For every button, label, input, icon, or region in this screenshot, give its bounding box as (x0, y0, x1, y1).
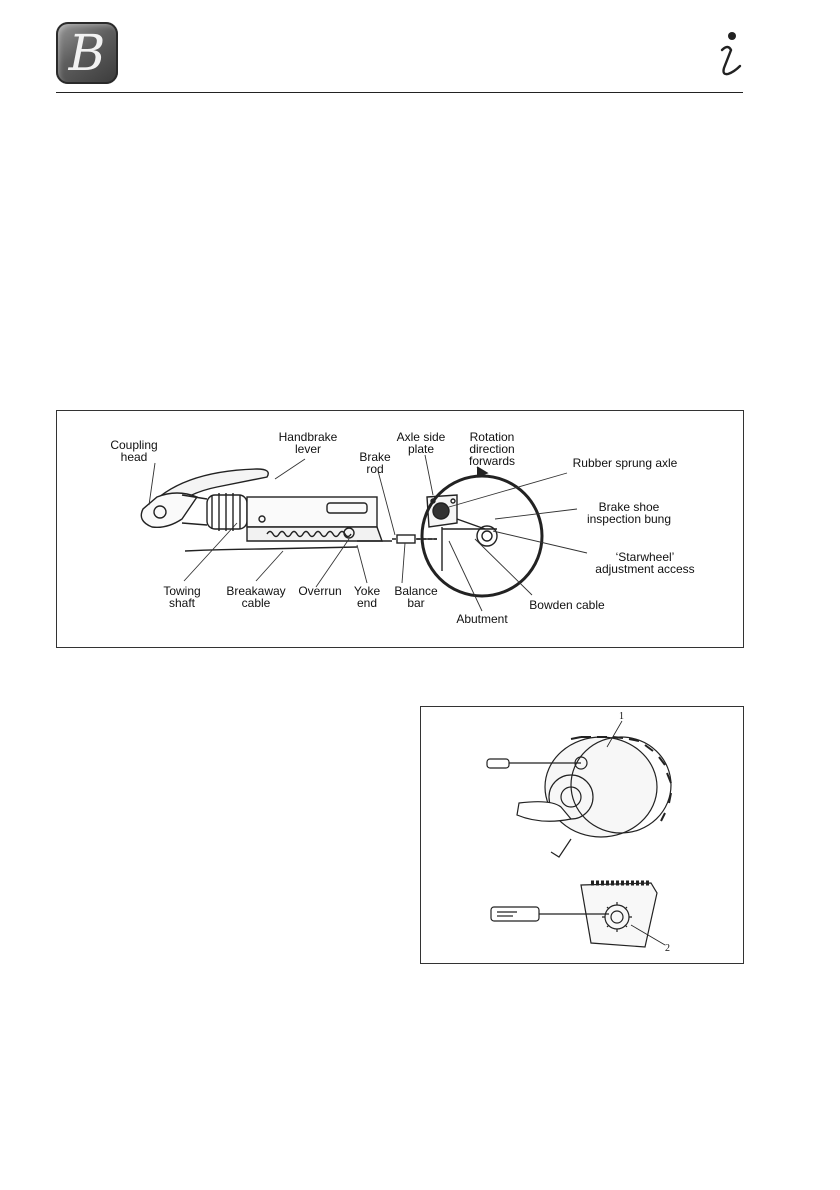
label-coupling-head: Coupling head (110, 438, 158, 464)
brake-system-diagram (56, 410, 744, 648)
starwheel-adjustment-figure (420, 706, 744, 964)
label-starwheel-access: ‘Starwheel’ adjustment access (595, 550, 695, 576)
label-balance-bar: Balance bar (394, 584, 438, 610)
label-breakaway-cable: Breakaway cable (226, 584, 286, 610)
label-yoke-end: Yoke end (353, 584, 381, 610)
label-bowden-cable: Bowden cable (529, 598, 605, 612)
label-abutment: Abutment (456, 612, 508, 626)
logo-letter: B (68, 24, 106, 82)
label-rotation-direction: Rotation direction forwards (468, 430, 515, 468)
label-rubber-sprung-axle: Rubber sprung axle (572, 456, 678, 470)
starwheel-drawing (421, 707, 743, 963)
label-brake-shoe-bung: Brake shoe inspection bung (586, 500, 672, 526)
label-handbrake-lever: Handbrake lever (278, 430, 338, 456)
callout-1: 1 (619, 711, 624, 722)
label-brake-rod: Brake rod (359, 450, 391, 476)
brand-logo (56, 22, 118, 84)
header-rule (56, 92, 743, 93)
callout-2: 2 (665, 943, 670, 954)
label-overrun: Overrun (298, 584, 342, 598)
info-icon (714, 28, 744, 80)
label-towing-shaft: Towing shaft (163, 584, 201, 610)
label-axle-side-plate: Axle side plate (396, 430, 446, 456)
